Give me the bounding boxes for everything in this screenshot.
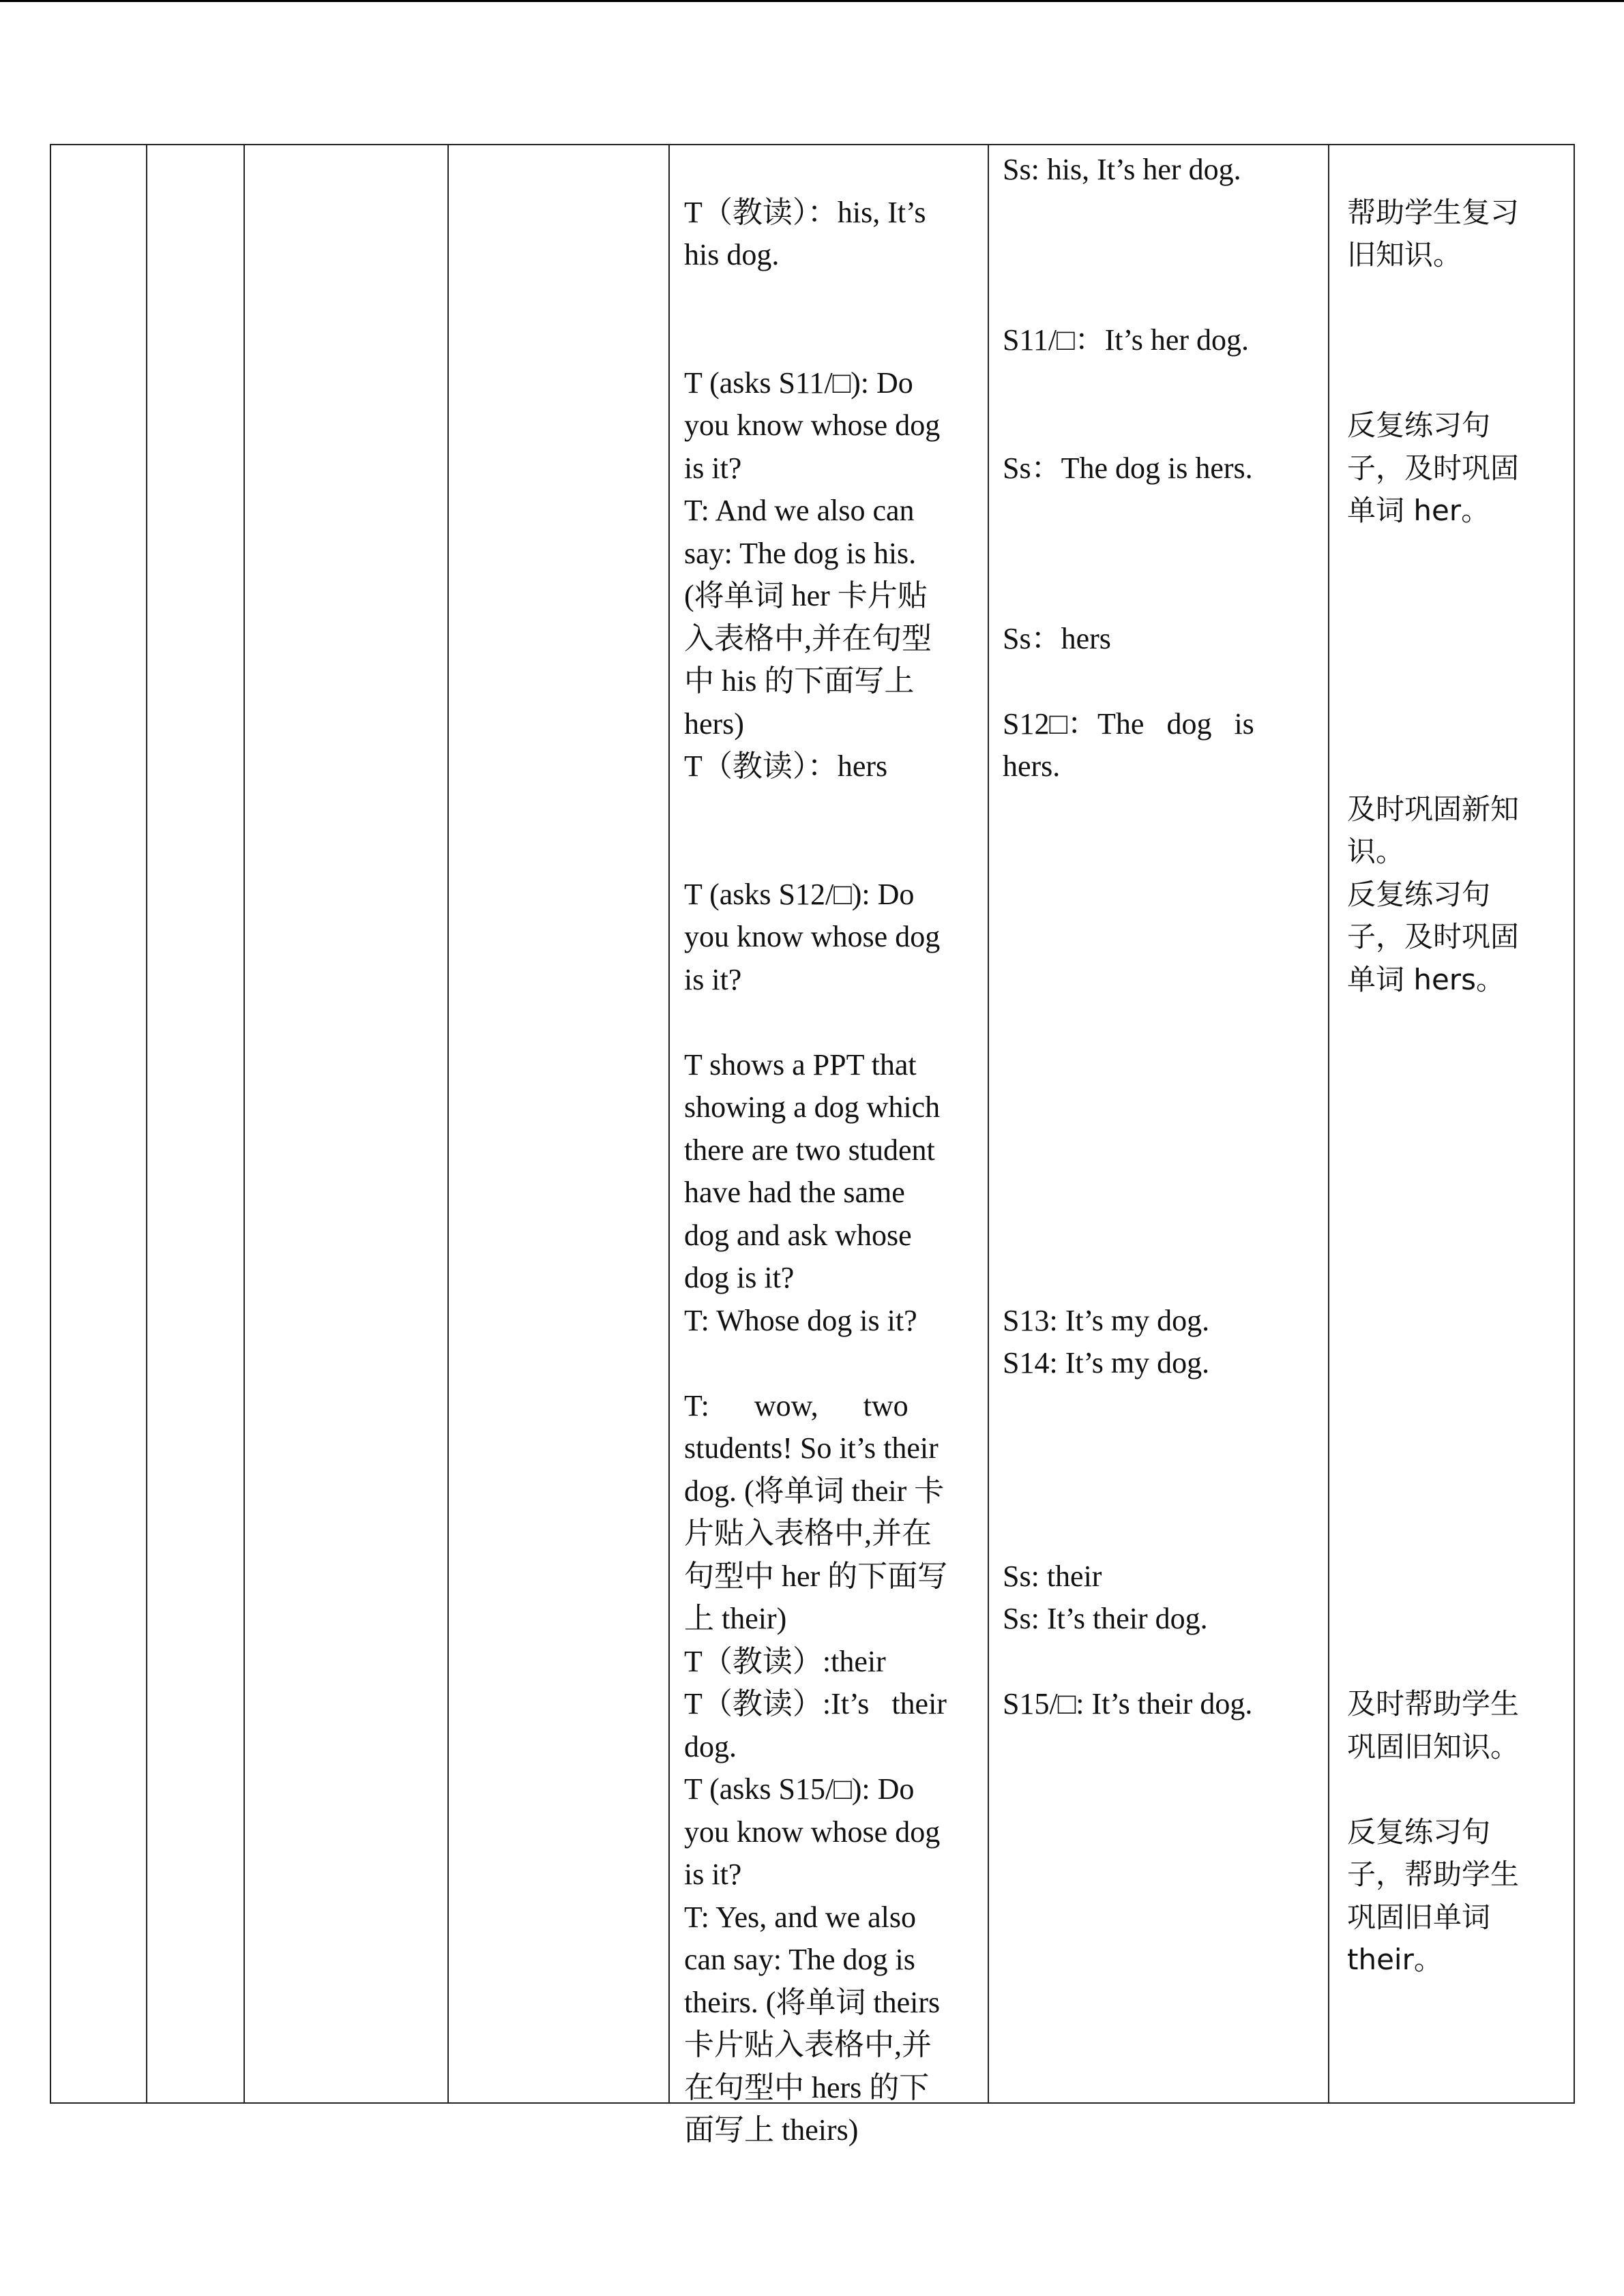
student-activity-block [1003,1555,1316,1641]
teacher-activity-line: T: And we also can [684,494,915,527]
teacher-activity-line: is it? [684,451,742,485]
design-purpose-block [1347,404,1552,533]
teacher-activity-line: T（教读）:It’s their [684,1687,947,1720]
column-divider-5 [988,144,989,2104]
teacher-activity-line: T: wow, two [684,1388,909,1422]
teacher-activity-line: T（教读）：hers [684,749,888,783]
teacher-activity-line: is it? [684,962,742,996]
student-activity-line: Ss：The dog is hers. [1003,451,1253,485]
design-purpose-line: 单词 her。 [1347,494,1490,527]
design-purpose-line: 子，帮助学生 [1347,1858,1520,1891]
student-activity-line: Ss：hers [1003,621,1111,655]
teacher-activity-line: have had the same [684,1176,905,1209]
student-activity-block [1003,1683,1316,1726]
teacher-activity-line: 面写上 theirs) [684,2113,859,2147]
teacher-activity-line: there are two student [684,1133,935,1167]
teacher-activity-line: dog. [684,1729,737,1763]
teacher-activity-line: 片贴入表格中,并在 [684,1517,932,1550]
teacher-activity-line: you know whose dog [684,408,941,442]
design-purpose-block [1347,788,1552,1002]
teacher-activity-line: dog is it? [684,1261,795,1294]
student-activity-block [1003,149,1316,192]
student-activity-line: Ss: It’s their dog. [1003,1602,1208,1635]
teacher-activity-block [684,362,973,788]
design-purpose-line: 子，及时巩固 [1347,451,1520,485]
teacher-activity-block [684,1385,973,2152]
column-divider-1 [146,144,147,2104]
teacher-activity-line: you know whose dog [684,920,941,953]
design-purpose-line [1347,1768,1552,1811]
teacher-activity-line: hers) [684,706,744,741]
teacher-activity-line: (将单词 her 卡片贴 [684,579,928,612]
student-activity-block [1003,703,1316,788]
teacher-activity-line: 入表格中,并在句型 [684,621,932,655]
teacher-activity-line: 句型中 her 的下面写 [684,1559,948,1593]
teacher-activity-block [684,192,973,277]
student-activity-line: S13: It’s my dog. [1003,1303,1210,1337]
teacher-activity-line: T shows a PPT that [684,1047,917,1082]
design-purpose-line: 反复练习句 [1347,408,1491,442]
column-divider-4 [668,144,670,2104]
student-activity-line: hers. [1003,749,1061,783]
design-purpose-line: 巩固旧单词 [1347,1900,1491,1934]
design-purpose-line: 及时帮助学生 [1347,1687,1520,1720]
teacher-activity-line: say: The dog is his. [684,536,917,570]
design-purpose-line: 反复练习句 [1347,877,1491,911]
teacher-activity-block [684,1044,973,1343]
teacher-activity-line: theirs. (将单词 theirs [684,1985,941,2019]
design-purpose-line: 帮助学生复习 [1347,195,1520,229]
design-purpose-line: 单词 hers。 [1347,962,1505,996]
teacher-activity-line: 上 their) [684,1602,787,1635]
student-activity-block [1003,447,1316,490]
teacher-activity-line: dog. (将单词 their 卡 [684,1474,945,1508]
student-activity-line: S11/□：It’s her dog. [1003,323,1250,357]
design-purpose-line: 巩固旧知识。 [1347,1729,1520,1763]
teacher-activity-line: students! So it’s their [684,1431,939,1465]
design-purpose-block [1347,192,1552,277]
teacher-activity-line: T: Whose dog is it? [684,1303,917,1337]
teacher-activity-line: 在句型中 hers 的下 [684,2070,930,2104]
student-activity-block [1003,618,1316,661]
column-divider-2 [243,144,245,2104]
teacher-activity-line: T（教读）:their [684,1644,886,1678]
student-activity-line: Ss: their [1003,1559,1102,1593]
teacher-activity-line: dog and ask whose [684,1218,912,1252]
student-activity-block [1003,1300,1316,1385]
student-activity-line: Ss: his, It’s her dog. [1003,153,1241,186]
teacher-activity-line: T (asks S11/□): Do [684,366,913,400]
student-activity-line: S12□：The dog is [1003,706,1254,741]
design-purpose-line: their。 [1347,1943,1443,1976]
teacher-activity-line: you know whose dog [684,1815,941,1849]
column-divider-3 [447,144,449,2104]
design-purpose-line: 反复练习句 [1347,1815,1491,1849]
teacher-activity-line: T (asks S15/□): Do [684,1772,915,1806]
design-purpose-block [1347,1683,1552,1982]
teacher-activity-line: T (asks S12/□): Do [684,877,915,911]
teacher-activity-line: showing a dog which [684,1090,941,1124]
teacher-activity-line: T（教读）：his, It’s [684,195,926,229]
design-purpose-line: 识。 [1347,835,1405,868]
column-divider-6 [1328,144,1329,2104]
teacher-activity-line: 中 his 的下面写上 [684,664,915,698]
student-activity-block [1003,319,1316,362]
student-activity-line: S15/□: It’s their dog. [1003,1687,1253,1720]
page-top-rule [0,0,1624,2]
teacher-activity-line: is it? [684,1858,742,1891]
teacher-activity-line: his dog. [684,238,780,271]
teacher-activity-line: 卡片贴入表格中,并 [684,2028,932,2061]
student-activity-line: S14: It’s my dog. [1003,1346,1210,1380]
design-purpose-line: 子，及时巩固 [1347,920,1520,953]
design-purpose-line: 及时巩固新知 [1347,792,1520,826]
design-purpose-line: 旧知识。 [1347,238,1462,271]
teacher-activity-line: T: Yes, and we also [684,1900,917,1934]
teacher-activity-block [684,874,973,1002]
teacher-activity-line: can say: The dog is [684,1943,915,1976]
